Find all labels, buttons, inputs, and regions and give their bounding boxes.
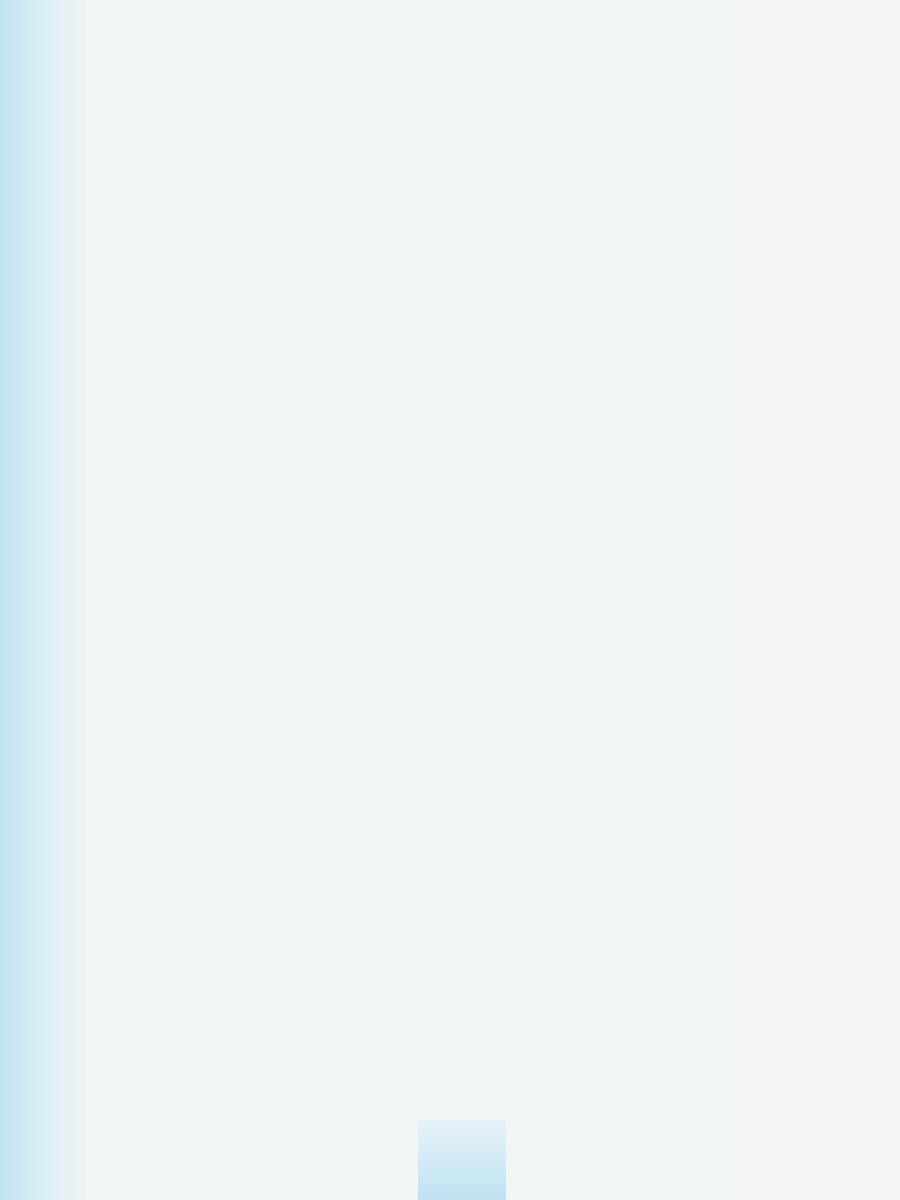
toc-chapter-9 bbox=[0, 936, 900, 962]
toc-appendix-1[interactable] bbox=[0, 1019, 900, 1045]
toc-lesson-8-end[interactable] bbox=[0, 596, 900, 622]
toc-lesson-6-end[interactable] bbox=[0, 499, 900, 525]
toc-chapter-4[interactable] bbox=[0, 718, 900, 744]
toc-chapter-1[interactable] bbox=[0, 631, 900, 657]
toc-chapter-3[interactable] bbox=[0, 689, 900, 715]
toc-lesson-7[interactable] bbox=[0, 524, 900, 550]
toc-chapter-5[interactable] bbox=[0, 746, 900, 772]
toc-lesson-1-cont bbox=[0, 233, 900, 259]
toc-chapter-6 bbox=[0, 777, 900, 803]
toc-chapter-9-end[interactable] bbox=[0, 985, 900, 1011]
toc-lesson-6 bbox=[0, 475, 900, 501]
toc-lesson-4-end[interactable] bbox=[0, 403, 900, 429]
toc-lesson-1 bbox=[0, 208, 900, 234]
toc-chapter-6-end[interactable] bbox=[0, 801, 900, 827]
toc-intro-line2[interactable] bbox=[0, 174, 900, 200]
toc-chapter-7 bbox=[0, 830, 900, 856]
toc-chapter-7-end[interactable] bbox=[0, 855, 900, 881]
toc-chapter-8 bbox=[0, 883, 900, 909]
toc-lesson-4 bbox=[0, 378, 900, 404]
toc-intro-line1 bbox=[0, 147, 900, 173]
toc-appendix-2[interactable] bbox=[0, 1043, 900, 1069]
toc-lesson-8 bbox=[0, 548, 900, 574]
toc-lesson-3 bbox=[0, 330, 900, 356]
toc-lesson-1-end[interactable] bbox=[0, 258, 900, 284]
toc-lesson-8-cont bbox=[0, 572, 900, 598]
toc-chapter-8-end[interactable] bbox=[0, 907, 900, 933]
toc-chapter-2[interactable] bbox=[0, 660, 900, 686]
toc-lesson-2 bbox=[0, 282, 900, 308]
toc-lesson-3-end[interactable] bbox=[0, 354, 900, 380]
toc-lesson-5-end[interactable] bbox=[0, 451, 900, 477]
toc-lesson-5 bbox=[0, 427, 900, 453]
toc-chapter-9-cont bbox=[0, 961, 900, 987]
